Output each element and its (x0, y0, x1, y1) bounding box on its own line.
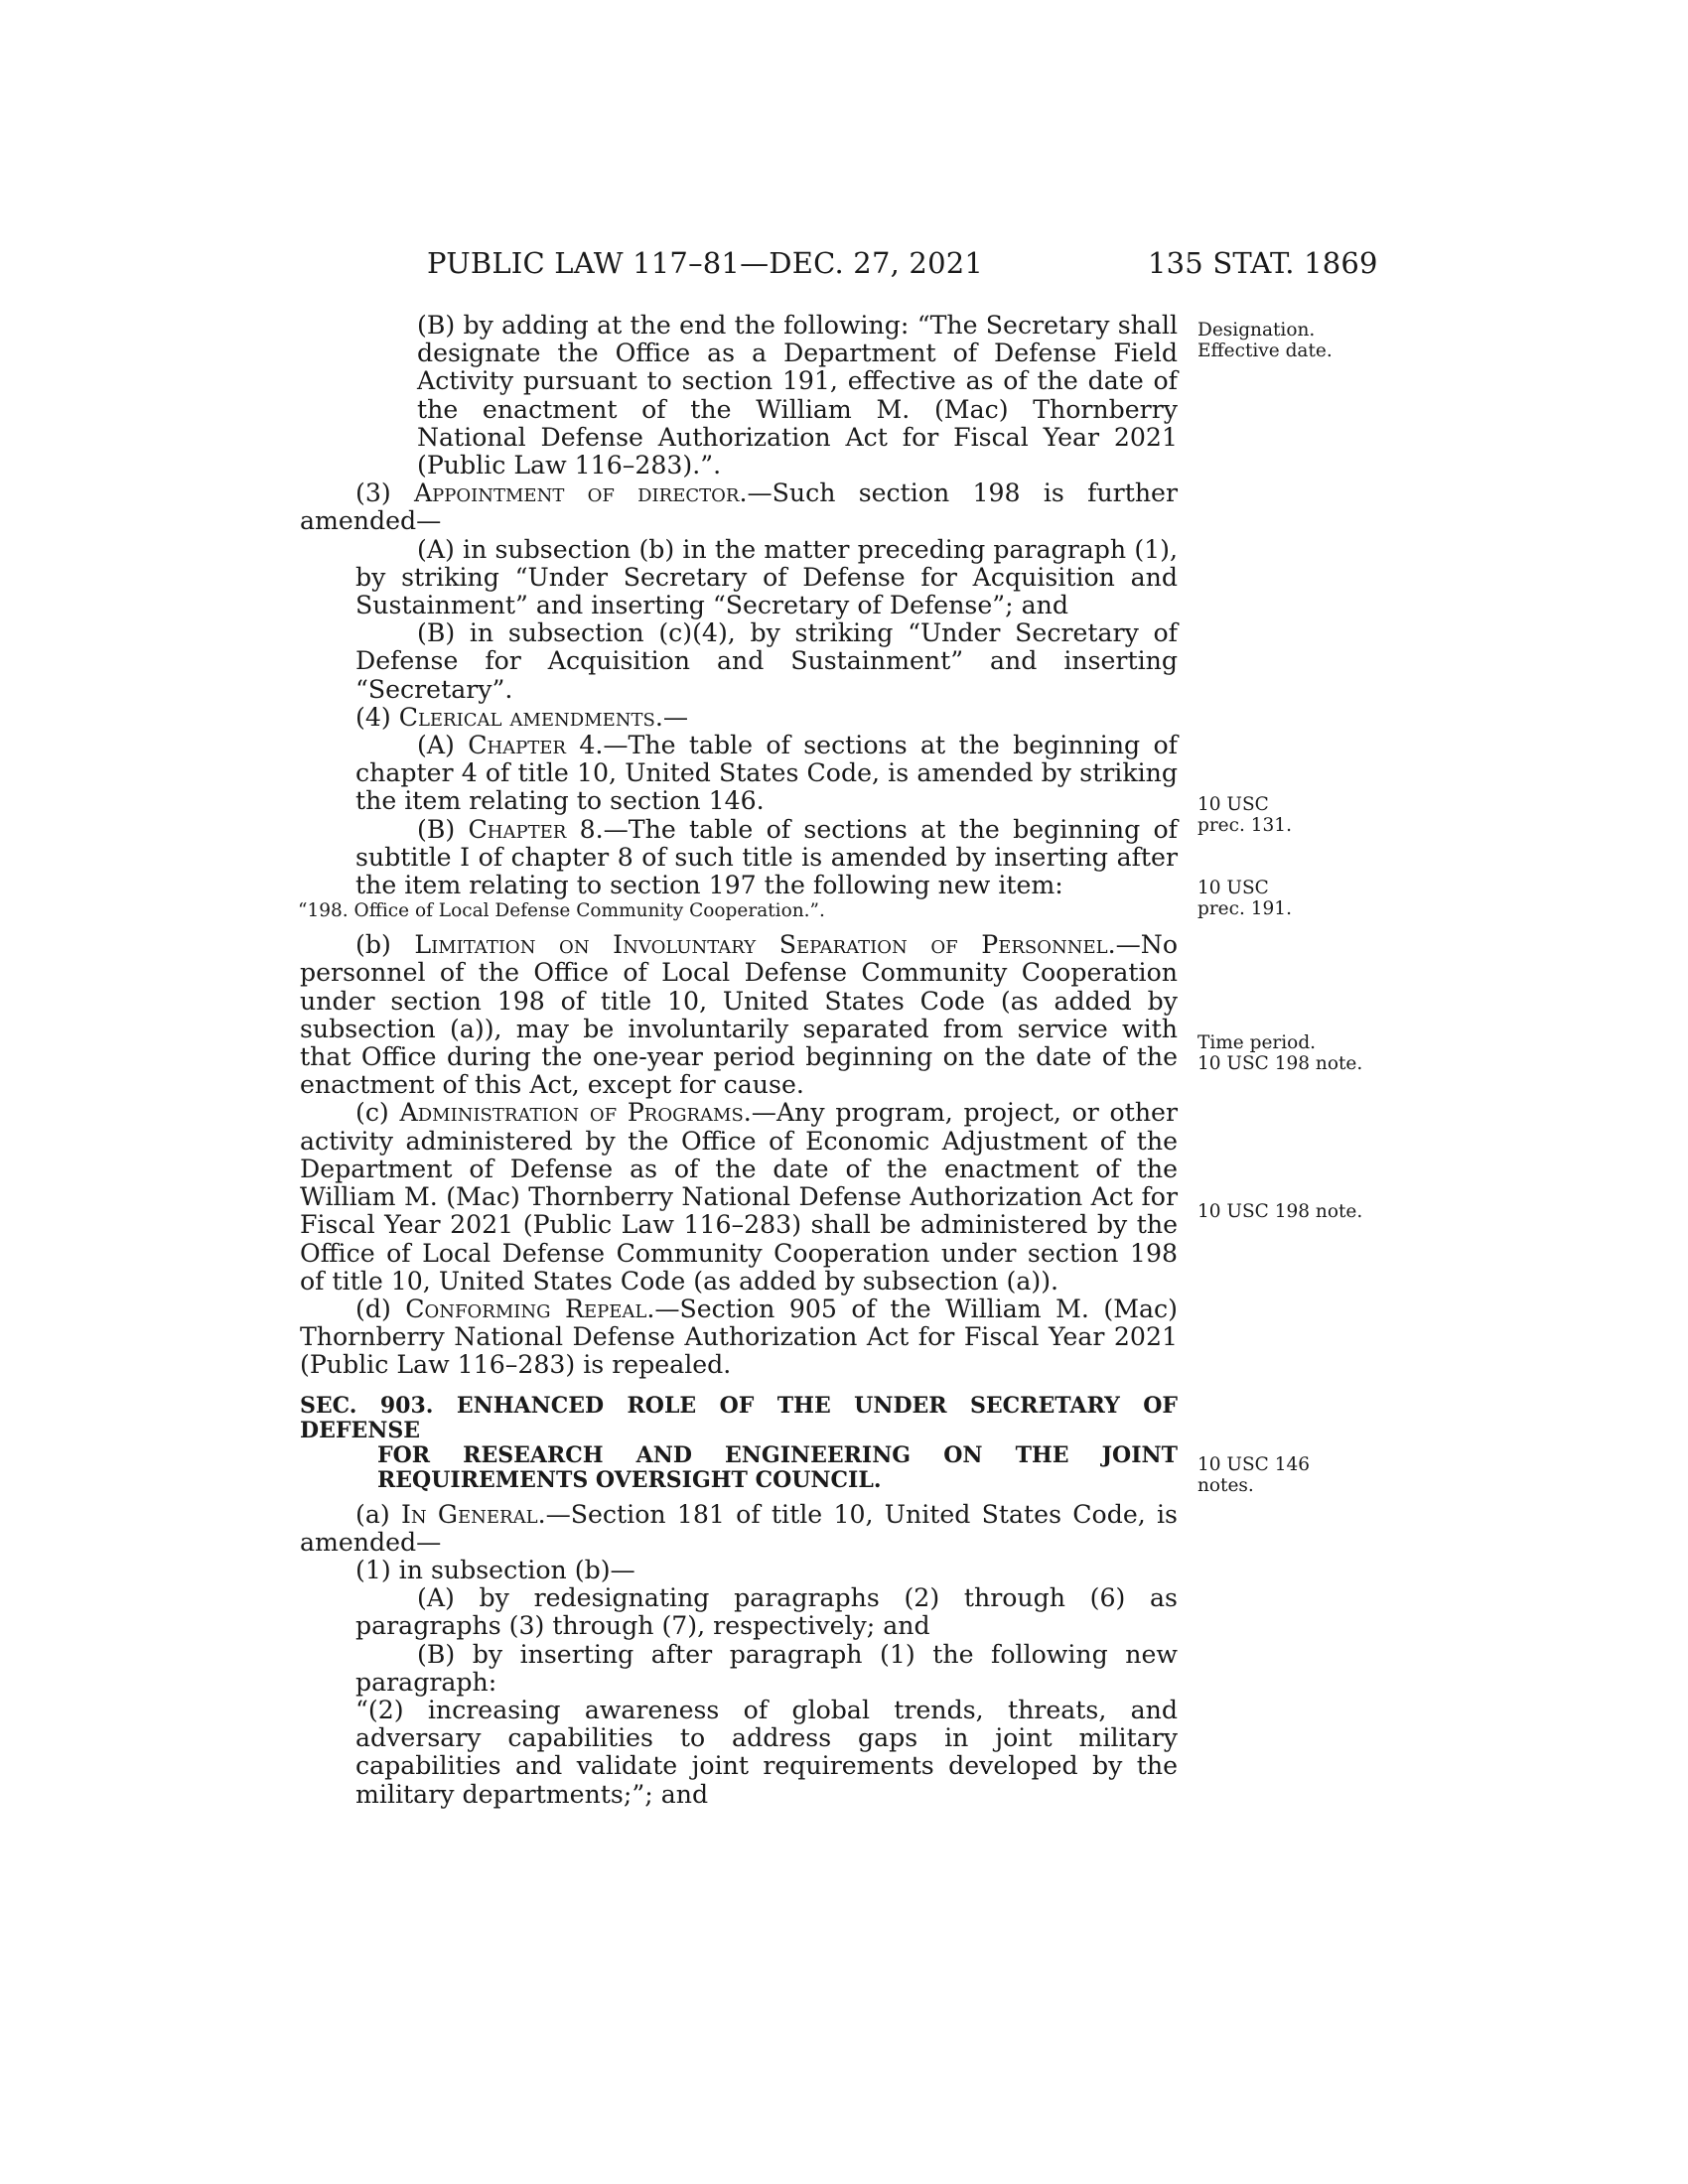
margin-note-line: 10 USC 198 note. (1197, 1201, 1363, 1222)
paragraph-number: (d) (355, 1294, 406, 1323)
margin-note-line: 10 USC 198 note. (1197, 1053, 1363, 1074)
paragraph-text: .—Such section 198 is further amended— (300, 478, 1178, 536)
margin-note-line: Time period. (1197, 1032, 1317, 1053)
paragraph-text: .—No personnel of the Office of Local Defense Community Cooperation under section 198 of title 10, United States Code (as added by subsection (a)), may be involuntarily separated from service with that Office during the one-year period beginning on the date of the enactment of this Act, except for cause. (300, 930, 1178, 1100)
paragraph-text: (A) by redesignating paragraphs (2) through (6) as paragraphs (3) through (7), respectively; and (355, 1583, 1178, 1641)
paragraph-number: (4) (355, 702, 399, 732)
section-heading-line: REQUIREMENTS OVERSIGHT COUNCIL. (377, 1466, 882, 1493)
statute-body (300, 312, 1178, 1809)
section-903-heading (300, 1394, 1178, 1493)
paragraph-text: .—The table of sections at the beginning of chapter 4 of title 10, United States Code, is amended by striking the item relating to section 146. (355, 731, 1178, 816)
paragraph-heading: Conforming Repeal (405, 1294, 647, 1323)
paragraph-text: (B) by adding at the end the following: “The Secretary shall designate the Office as a Department of Defense Field Activity pursuant to section 191, effective as of the date of the enactment of the William M. (Mac) Thornberry National Defense Authorization Act for Fiscal Year 2021 (Public Law 116–283).”. (417, 311, 1178, 480)
margin-note-line: prec. 131. (1197, 815, 1292, 836)
margin-note-line: 10 USC 146 (1197, 1454, 1311, 1475)
subsection-a-in-general (300, 1501, 1178, 1557)
section-heading-line: FOR RESEARCH AND ENGINEERING ON THE JOINT (377, 1441, 1178, 1468)
paragraph-heading: Limitation on Involuntary Separation of Personnel (414, 930, 1108, 960)
margin-note-prec-191 (1197, 878, 1292, 919)
paragraph-heading: Appointment of director (413, 478, 740, 508)
paragraph-3a (300, 536, 1178, 620)
paragraph-3-appointment (300, 479, 1178, 535)
paragraph-1b-insert (300, 1641, 1178, 1697)
paragraph-text: .—The table of sections at the beginning of subtitle I of chapter 8 of such title is amended by inserting after the item relating to section 197 the following new item: (355, 814, 1179, 900)
paragraph-4a-chapter4 (300, 732, 1178, 816)
margin-note-prec-131 (1197, 794, 1292, 836)
margin-note-line: 10 USC (1197, 794, 1269, 815)
subsection-d-repeal (300, 1296, 1178, 1380)
margin-note-designation (1197, 320, 1333, 361)
paragraph-heading: Chapter 4 (468, 731, 596, 760)
paragraph-heading: Administration of Programs (399, 1098, 744, 1128)
paragraph-number: (B) (417, 814, 469, 844)
margin-note-line: prec. 191. (1197, 898, 1292, 919)
paragraph-number: (A) (417, 731, 469, 760)
page-number-header: 135 STAT. 1869 (1148, 246, 1378, 280)
paragraph-text: .— (654, 702, 689, 732)
paragraph-text: “(2) increasing awareness of global trends, threats, and adversary capabilities to address gaps in joint military capabilities and validate joint requirements developed by the military departments;”; and (355, 1695, 1178, 1809)
paragraph-number: (c) (355, 1098, 400, 1128)
margin-note-line: notes. (1197, 1475, 1254, 1496)
paragraph-1-subsection-b (300, 1557, 1178, 1584)
paragraph-4b-chapter8 (300, 816, 1178, 900)
inserted-paragraph-2 (300, 1697, 1178, 1809)
paragraph-heading: Chapter 8 (468, 814, 596, 844)
paragraph-text: .—Any program, project, or other activity administered by the Office of Economic Adjustment of the Department of Defense as of the date of the enactment of the William M. (Mac) Thornberry National Defense Authorization Act for Fiscal Year 2021 (Public Law 116–283) shall be administered by the Office of Local Defense Community Cooperation under section 198 of title 10, United States Code (as added by subsection (a)). (300, 1098, 1178, 1296)
margin-note-line: Effective date. (1197, 341, 1333, 361)
margin-note-time-period (1197, 1032, 1362, 1074)
section-heading-line: SEC. 903. ENHANCED ROLE OF THE UNDER SECRETARY OF DEFENSE (300, 1392, 1178, 1443)
paragraph-4-clerical (300, 704, 1178, 732)
paragraph-1a-redesignate (300, 1584, 1178, 1640)
paragraph-number: (a) (355, 1499, 401, 1529)
margin-note-line: 10 USC (1197, 878, 1269, 898)
margin-note-198-note (1197, 1201, 1362, 1222)
paragraph-2b-designation (300, 312, 1178, 479)
paragraph-text: (1) in subsection (b)— (355, 1555, 635, 1584)
paragraph-heading: Clerical amendments (398, 702, 655, 732)
paragraph-text: (A) in subsection (b) in the matter preceding paragraph (1), by striking “Under Secretary of Defense for Acquisition and Sustainment” and inserting “Secretary of Defense”; and (355, 534, 1178, 620)
paragraph-text: (B) by inserting after paragraph (1) the following new paragraph: (355, 1639, 1178, 1697)
margin-note-line: Designation. (1197, 320, 1316, 341)
subsection-c-administration (300, 1099, 1178, 1295)
paragraph-3b (300, 619, 1178, 704)
margin-note-146-notes (1197, 1454, 1310, 1496)
paragraph-number: (3) (355, 478, 414, 508)
paragraph-text: .—Section 181 of title 10, United States Code, is amended— (300, 1499, 1178, 1557)
paragraph-number: (b) (355, 930, 415, 960)
subsection-b-limitation (300, 931, 1178, 1099)
paragraph-text: .—Section 905 of the William M. (Mac) Thornberry National Defense Authorization Act for Fiscal Year 2021 (Public Law 116–283) is repealed. (300, 1294, 1178, 1380)
running-header-left: PUBLIC LAW 117–81—DEC. 27, 2021 (427, 246, 984, 280)
paragraph-heading: In General (400, 1499, 538, 1529)
paragraph-text: (B) in subsection (c)(4), by striking “Under Secretary of Defense for Acquisition and Sustainment” and inserting “Secretary”. (355, 618, 1178, 704)
table-of-sections-item: “198. Office of Local Defense Community Cooperation.”. (298, 900, 825, 922)
